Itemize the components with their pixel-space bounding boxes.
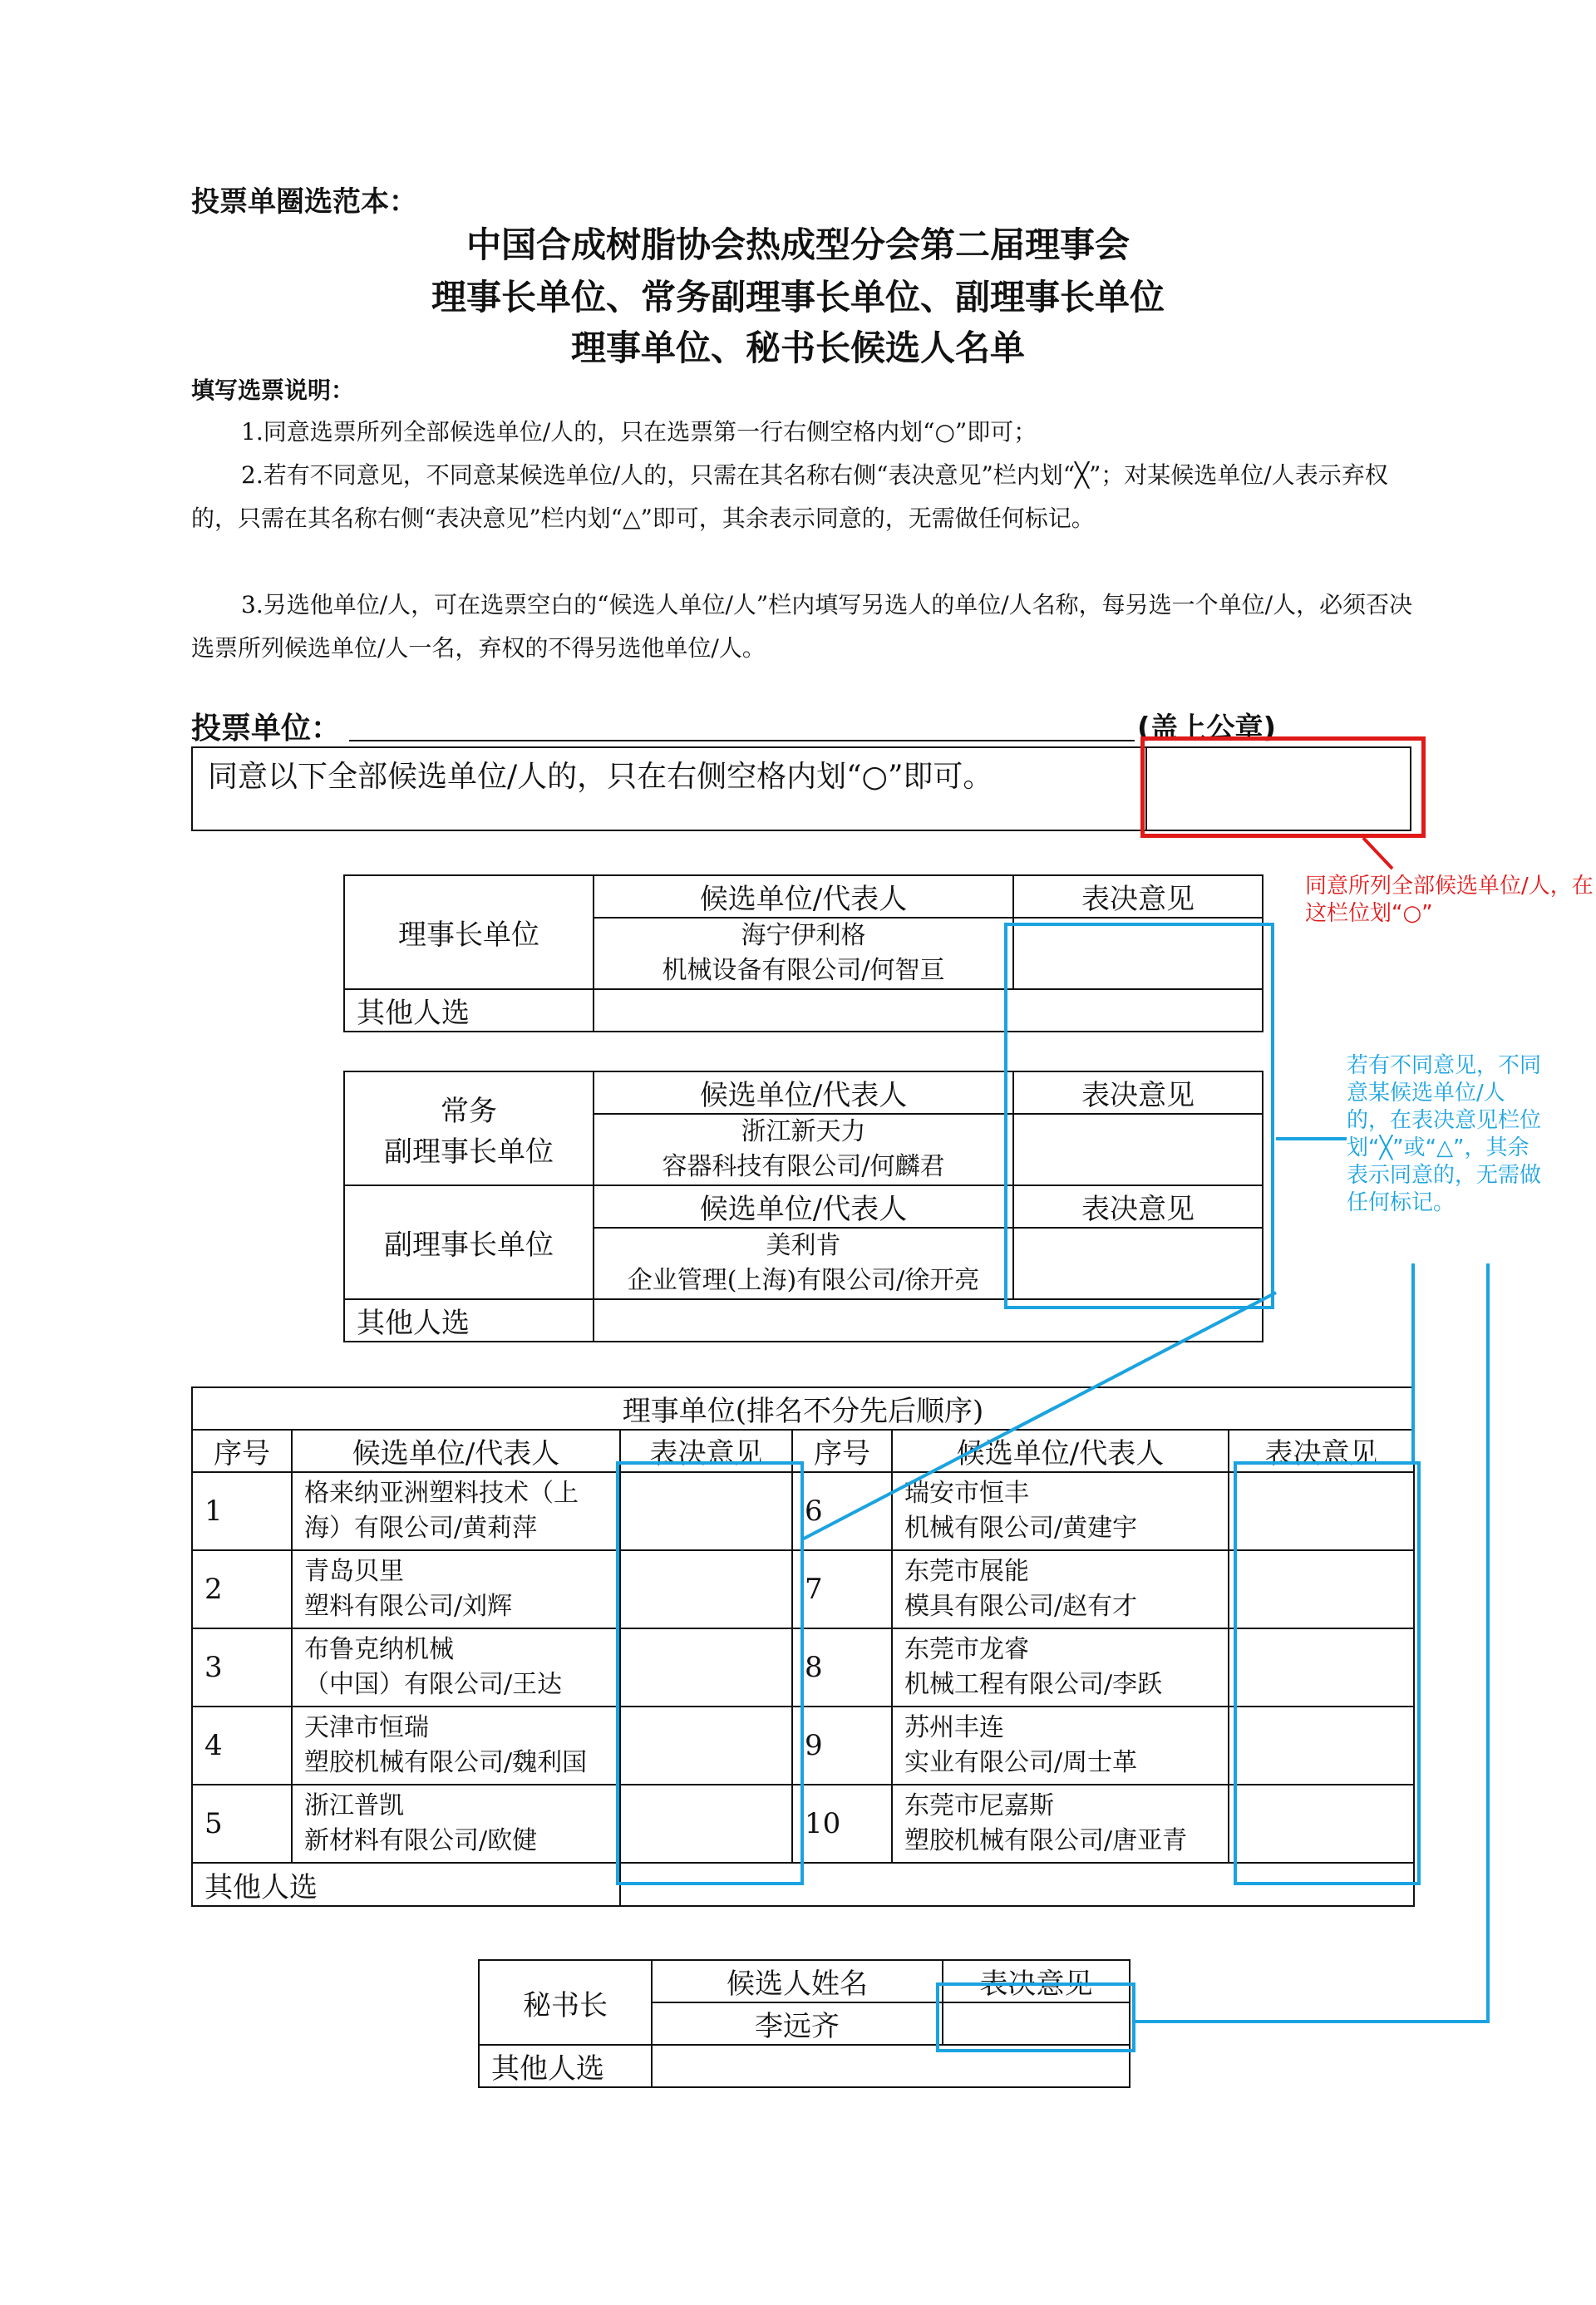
candidate-line: 塑胶机械有限公司/唐亚青 <box>904 1826 1188 1855</box>
candidate-line: 美利肯 <box>766 1231 841 1260</box>
other-candidate-label: 其他人选 <box>192 1863 620 1906</box>
candidate-line: 浙江新天力 <box>741 1117 866 1146</box>
seq-number: 4 <box>192 1707 292 1785</box>
seq-number: 6 <box>792 1472 892 1550</box>
other-candidate-label: 其他人选 <box>344 1299 594 1342</box>
candidate-line: 机械设备有限公司/何智亘 <box>662 956 945 985</box>
candidate-line: 东莞市龙睿 <box>904 1635 1029 1664</box>
candidate-line: 格来纳亚洲塑料技术（上 <box>304 1479 579 1508</box>
candidate-line: 布鲁克纳机械 <box>304 1635 454 1664</box>
opinion-header: 表决意见 <box>620 1430 792 1472</box>
candidate-line: 海宁伊利格 <box>741 921 866 950</box>
title-line-2: 理事长单位、常务副理事长单位、副理事长单位 <box>431 277 1165 318</box>
seq-number: 2 <box>192 1550 292 1628</box>
candidate-line: 塑胶机械有限公司/魏利国 <box>304 1748 588 1777</box>
title-line-3: 理事单位、秘书长候选人名单 <box>570 328 1025 368</box>
candidate-header: 候选单位/代表人 <box>594 1071 1013 1114</box>
candidate-header: 候选单位/代表人 <box>594 875 1013 918</box>
role-line: 常务 <box>441 1094 497 1128</box>
candidate-line: 模具有限公司/赵有才 <box>904 1592 1138 1621</box>
opinion-header: 表决意见 <box>1013 1185 1263 1228</box>
candidate-line: （中国）有限公司/王达 <box>304 1670 563 1699</box>
blue-connector <box>802 1293 1276 1539</box>
opinion-highlight <box>1234 1461 1421 1885</box>
instructions-heading: 填写选票说明： <box>191 377 355 404</box>
candidate-header: 候选单位/代表人 <box>292 1430 620 1472</box>
seq-number: 5 <box>192 1785 292 1863</box>
candidate-line: 东莞市尼嘉斯 <box>904 1791 1054 1820</box>
seq-header: 序号 <box>792 1430 892 1472</box>
opinion-header: 表决意见 <box>1013 875 1263 918</box>
chairman-role: 理事长单位 <box>344 875 594 989</box>
vote-unit-label: 投票单位： <box>191 712 342 746</box>
candidate-line: 容器科技有限公司/何麟君 <box>662 1152 945 1181</box>
seal-note: (盖上公章) <box>1137 712 1277 745</box>
candidate-line: 浙江普凯 <box>304 1791 404 1820</box>
candidate-line: 新材料有限公司/欧健 <box>304 1826 538 1855</box>
candidate-line: 机械有限公司/黄建宇 <box>904 1514 1138 1543</box>
candidate-line: 青岛贝里 <box>304 1557 404 1586</box>
instruction-item-1: 1.同意选票所列全部候选单位/人的，只在选票第一行右侧空格内划“○”即可； <box>241 418 1037 446</box>
seq-number: 1 <box>192 1472 292 1550</box>
directors-heading: 理事单位(排名不分先后顺序) <box>192 1387 1414 1430</box>
agree-all-text: 同意以下全部候选单位/人的，只在右侧空格内划“○”即可。 <box>208 760 993 794</box>
candidate-line: 东莞市展能 <box>904 1557 1029 1586</box>
opinion-highlight <box>616 1461 804 1885</box>
opinion-highlight <box>1004 923 1274 1309</box>
opinion-header: 表决意见 <box>1229 1430 1414 1472</box>
candidate-line: 企业管理(上海)有限公司/徐开亮 <box>627 1266 980 1295</box>
red-connector <box>1363 838 1392 869</box>
opinion-header: 表决意见 <box>1013 1071 1263 1114</box>
seq-number: 7 <box>792 1550 892 1628</box>
sample-label: 投票单圈选范本： <box>191 185 417 219</box>
instruction-item-3: 3.另选他单位/人，可在选票空白的“候选人单位/人”栏内填写另选人的单位/人名称，每另选一个单位/人，必须否决选票所列候选单位/人一名，弃权的不得另选他单位/人。 <box>191 591 1413 662</box>
opinion-highlight <box>936 1982 1135 2052</box>
blue-annotation-note: 若有不同意见，不同意某候选单位/人的，在表决意见栏位划“╳”或“△”，其余表示同意的，无需做任何标记。 <box>1347 1053 1542 1215</box>
vice-role: 副理事长单位 <box>344 1185 594 1299</box>
role-line: 副理事长单位 <box>384 1135 554 1169</box>
secretary-candidate: 李远齐 <box>652 2002 943 2045</box>
instruction-item-2: 2.若有不同意见，不同意某候选单位/人的，只需在其名称右侧“表决意见”栏内划“╳”；对某候选单位/人表示弃权的，只需在其名称右侧“表决意见”栏内划“△”即可，其余表示同意的，无需做任何标记。 <box>191 461 1388 532</box>
title-line-1: 中国合成树脂协会热成型分会第二届理事会 <box>466 224 1130 265</box>
seq-number: 9 <box>792 1707 892 1785</box>
candidate-line: 天津市恒瑞 <box>304 1713 429 1742</box>
seq-number: 3 <box>192 1628 292 1707</box>
seq-number: 8 <box>792 1628 892 1707</box>
seq-number: 10 <box>792 1785 892 1863</box>
name-header: 候选人姓名 <box>652 1960 943 2002</box>
candidate-line: 苏州丰连 <box>904 1713 1004 1742</box>
opinion-header: 表决意见 <box>943 1960 1130 2002</box>
candidate-line: 瑞安市恒丰 <box>904 1479 1029 1508</box>
secretary-role: 秘书长 <box>479 1960 652 2045</box>
candidate-header: 候选单位/代表人 <box>892 1430 1229 1472</box>
seq-header: 序号 <box>192 1430 292 1472</box>
candidate-header: 候选单位/代表人 <box>594 1185 1013 1228</box>
candidate-line: 塑料有限公司/刘辉 <box>304 1592 513 1621</box>
other-candidate-label: 其他人选 <box>344 989 594 1032</box>
other-candidate-label: 其他人选 <box>479 2045 652 2087</box>
candidate-line: 机械工程有限公司/李跃 <box>904 1670 1163 1699</box>
candidate-line: 实业有限公司/周士革 <box>904 1748 1138 1777</box>
candidate-line: 海）有限公司/黄莉萍 <box>304 1514 538 1543</box>
red-annotation-note: 同意所列全部候选单位/人，在这栏位划“○” <box>1305 874 1594 926</box>
